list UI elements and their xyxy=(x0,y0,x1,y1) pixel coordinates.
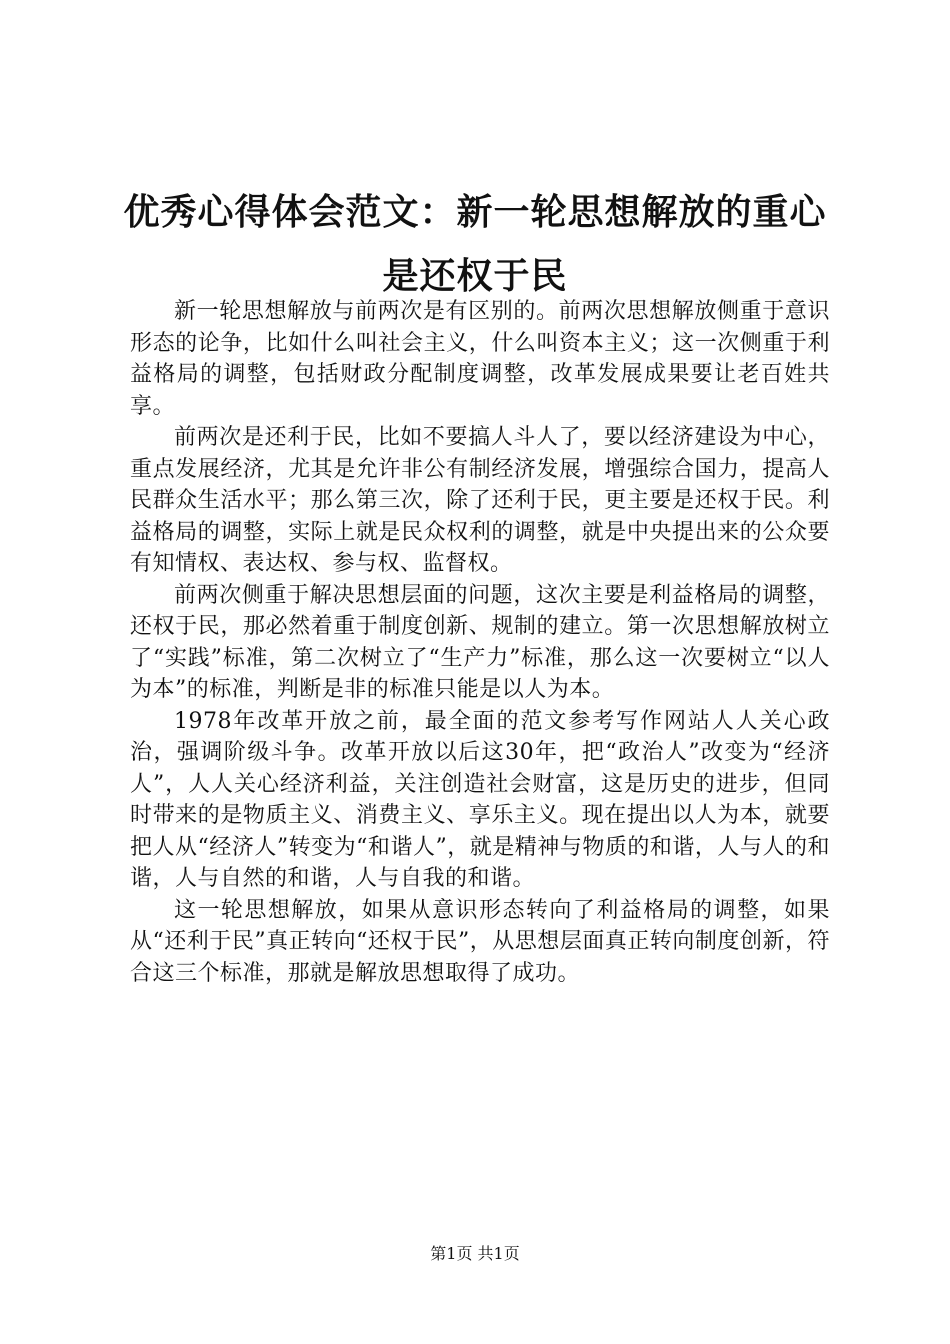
paragraph: 新一轮思想解放与前两次是有区别的。前两次思想解放侧重于意识形态的论争，比如什么叫社会主义，什么叫资本主义；这一次侧重于利益格局的调整，包括财政分配制度调整，改革发展成果要让老百姓共享。 xyxy=(130,299,830,419)
paragraph: 前两次是还利于民，比如不要搞人斗人了，要以经济建设为中心，重点发展经济，尤其是允许非公有制经济发展，增强综合国力，提高人民群众生活水平；那么第三次，除了还利于民，更主要是还权于民。利益格局的调整，实际上就是民众权利的调整，就是中央提出来的公众要有知情权、表达权、参与权、监督权。 xyxy=(130,425,830,576)
paragraph: 1978年改革开放之前，最全面的范文参考写作网站人人关心政治，强调阶级斗争。改革开放以后这30年，把“政治人”改变为“经济人”，人人关心经济利益，关注创造社会财富，这是历史的进步，但同时带来的是物质主义、消费主义、享乐主义。现在提出以人为本，就要把人从“经济人”转变为“和谐人”，就是精神与物质的和谐，人与人的和谐，人与自然的和谐，人与自我的和谐。 xyxy=(130,708,830,891)
paragraph: 这一轮思想解放，如果从意识形态转向了利益格局的调整，如果从“还利于民”真正转向“还权于民”，从思想层面真正转向制度创新，符合这三个标准，那就是解放思想取得了成功。 xyxy=(130,897,830,986)
paragraph: 前两次侧重于解决思想层面的问题，这次主要是利益格局的调整，还权于民，那必然着重于制度创新、规制的建立。第一次思想解放树立了“实践”标准，第二次树立了“生产力”标准，那么这一次要树立“以人为本”的标准，判断是非的标准只能是以人为本。 xyxy=(130,582,830,702)
document-body xyxy=(130,296,830,989)
document-title: 优秀心得体会范文：新一轮思想解放的重心是还权于民 xyxy=(123,191,827,297)
page-footer: 第1页 共1页 xyxy=(430,1244,520,1263)
